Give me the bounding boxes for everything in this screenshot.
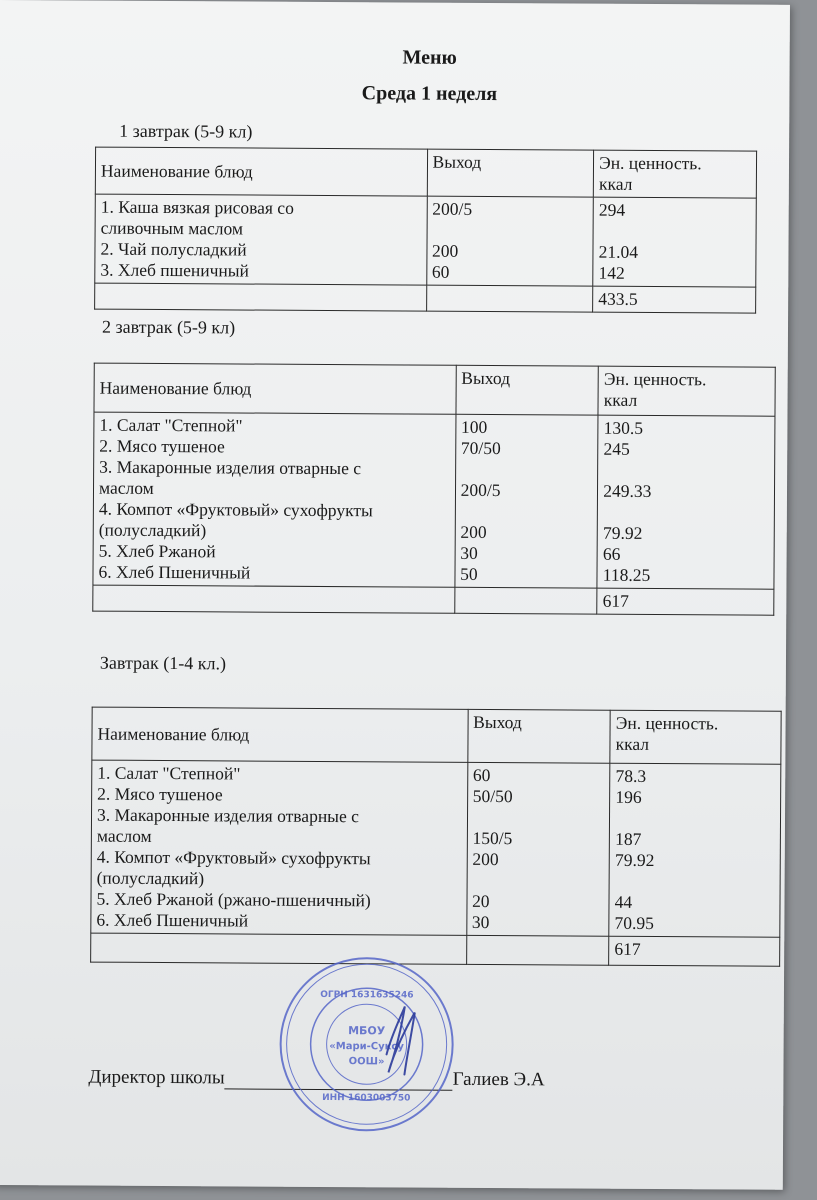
dish-names: 1. Салат "Степной" 2. Мясо тушеное 3. Макаронные изделия отварные с маслом 4. Компот «Фруктовый» сухофрукты (полусладкий) 5. Хлеб Ржаной (ржано-пшеничный) 6. Хлеб Пшеничный: [91, 760, 468, 935]
stamp-center-line: МБОУ: [348, 1024, 386, 1038]
table-header-row: [94, 363, 775, 416]
section-label: Завтрак (1-4 кл.): [99, 652, 227, 674]
header-output: Выход: [467, 709, 610, 763]
section-label: 1 завтрак (5-9 кл): [119, 120, 253, 142]
signature-role: Директор школы: [88, 1066, 225, 1089]
stamp-inn: ИНН 1603003750: [322, 1092, 411, 1104]
header-name: Наименование блюд: [94, 363, 456, 414]
signature-name: Галиев Э.А: [452, 1068, 545, 1091]
dish-outputs: 60 50/50 150/5 200 20 30: [466, 762, 610, 936]
school-seal-stamp: [276, 954, 457, 1135]
dish-outputs: 100 70/50 200/5 200 30 50: [455, 414, 599, 588]
stamp-center-line: ООШ»: [348, 1056, 385, 1068]
document-title: Меню: [402, 46, 457, 69]
header-output: Выход: [427, 149, 594, 197]
header-energy: Эн. ценность. ккал: [593, 150, 756, 198]
header-energy: Эн. ценность. ккал: [598, 366, 775, 416]
table-header-row: [95, 147, 756, 198]
table-header-row: [92, 707, 781, 764]
table-row: [91, 760, 781, 937]
header-name: Наименование блюд: [95, 147, 427, 196]
dish-energy: 78.3 196 187 79.92 44 70.95: [609, 763, 781, 937]
total-energy: 433.5: [593, 286, 756, 313]
header-output: Выход: [456, 365, 599, 415]
dish-energy: 130.5 245 249.33 79.92 66 118.25: [597, 415, 775, 589]
header-energy: Эн. ценность. ккал: [610, 710, 781, 764]
stamp-ogrn: ОГРН 1631635246: [320, 989, 414, 1001]
table-row: [93, 412, 775, 589]
total-energy: 617: [609, 936, 780, 966]
dish-names: 1. Салат "Степной" 2. Мясо тушеное 3. Макаронные изделия отварные с маслом 4. Компот «Фруктовый» сухофрукты (полусладкий) 5. Хлеб Ржаной 6. Хлеб Пшеничный: [93, 412, 456, 587]
menu-table: [94, 147, 757, 314]
dish-names: 1. Каша вязкая рисовая со сливочным маслом 2. Чай полусладкий 3. Хлеб пшеничный: [95, 194, 427, 285]
total-energy: 617: [597, 588, 774, 615]
section-label: 2 завтрак (5-9 кл): [101, 316, 236, 338]
total-row: [93, 585, 774, 615]
total-row: [95, 283, 756, 313]
menu-table: [92, 363, 776, 616]
dish-energy: 294 21.04 142: [593, 197, 756, 287]
dish-outputs: 200/5 200 60: [426, 196, 593, 286]
table-row: [95, 194, 757, 287]
document-subtitle: Среда 1 неделя: [361, 82, 498, 106]
header-name: Наименование блюд: [92, 707, 468, 762]
menu-table: [90, 707, 782, 967]
stamp-center-line: «Мари-Суксу: [329, 1041, 404, 1053]
